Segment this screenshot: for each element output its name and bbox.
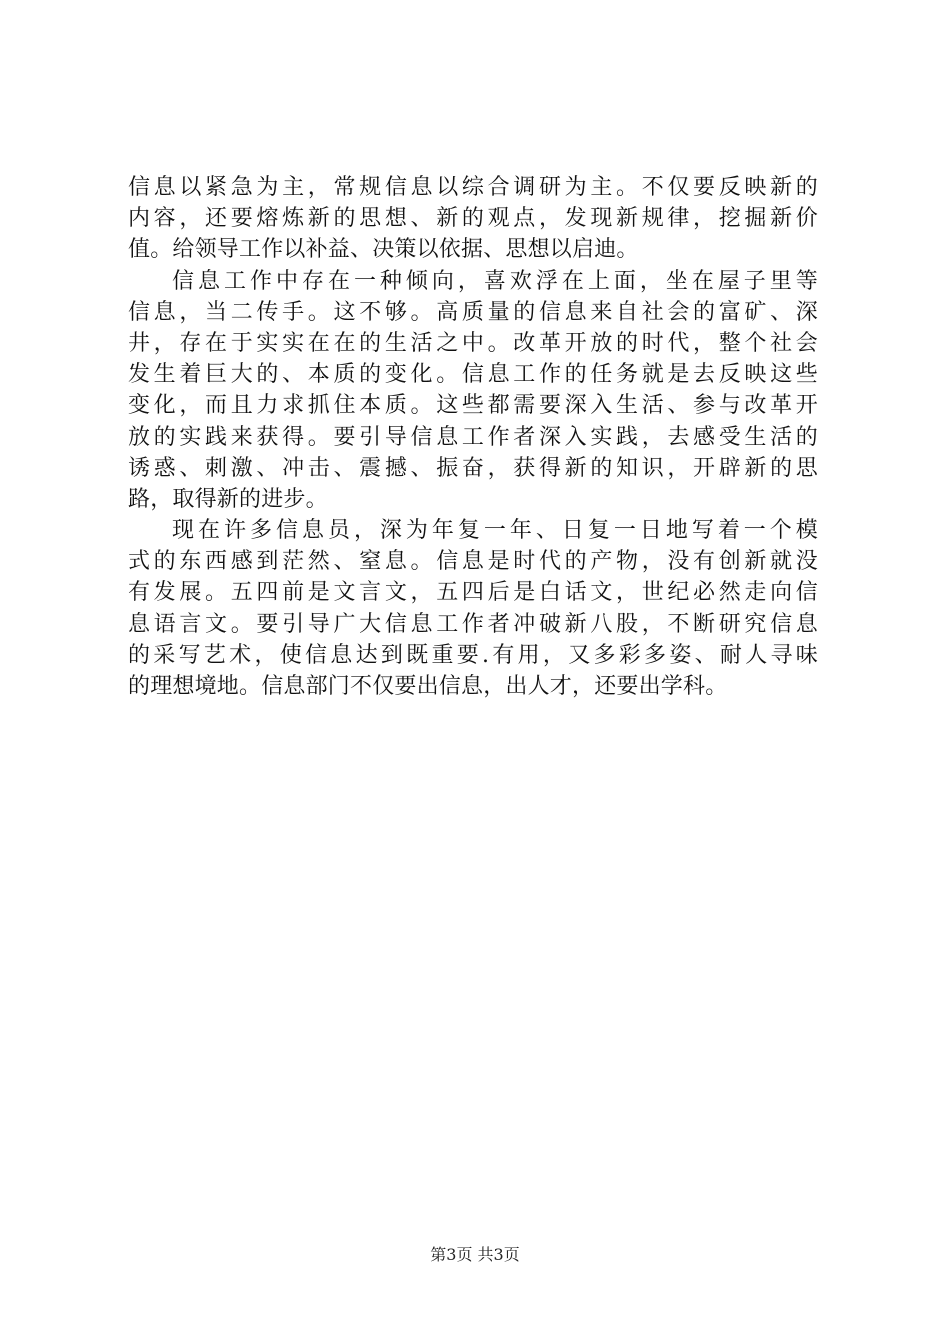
text-line: 息语言文。要引导广大信息工作者冲破新八股，不断研究信息	[128, 611, 818, 637]
text-line: 信息以紧急为主，常规信息以综合调研为主。不仅要反映新的	[128, 175, 818, 200]
text-line: 放的实践来获得。要引导信息工作者深入实践，去感受生活的	[128, 424, 818, 450]
text-line: 变化，而且力求抓住本质。这些都需要深入生活、参与改革开	[128, 393, 818, 419]
text-line: 的理想境地。信息部门不仅要出信息，出人才，还要出学科。	[128, 674, 728, 699]
text-line: 信息工作中存在一种倾向，喜欢浮在上面，坐在屋子里等	[172, 268, 818, 294]
text-line: 值。给领导工作以补益、决策以依据、思想以启迪。	[128, 237, 639, 263]
text-line: 发生着巨大的、本质的变化。信息工作的任务就是去反映这些	[128, 362, 818, 388]
text-line: 诱惑、刺激、冲击、震撼、振奋，获得新的知识，开辟新的思	[128, 455, 818, 481]
text-line: 现在许多信息员，深为年复一年、日复一日地写着一个模	[172, 518, 818, 544]
page-footer: 第3页 共3页	[430, 1245, 520, 1264]
text-line: 的采写艺术，使信息达到既重要.有用，又多彩多姿、耐人寻味	[128, 642, 818, 668]
text-line: 式的东西感到茫然、窒息。信息是时代的产物，没有创新就没	[128, 549, 818, 575]
text-line: 井，存在于实实在在的生活之中。改革开放的时代，整个社会	[128, 330, 818, 356]
text-line: 内容，还要熔炼新的思想、新的观点，发现新规律，挖掘新价	[128, 206, 818, 232]
body-text	[128, 172, 818, 702]
text-line: 有发展。五四前是文言文，五四后是白话文，世纪必然走向信	[128, 580, 818, 606]
text-line: 路，取得新的进步。	[128, 486, 328, 512]
text-line: 信息，当二传手。这不够。高质量的信息来自社会的富矿、深	[128, 299, 818, 325]
